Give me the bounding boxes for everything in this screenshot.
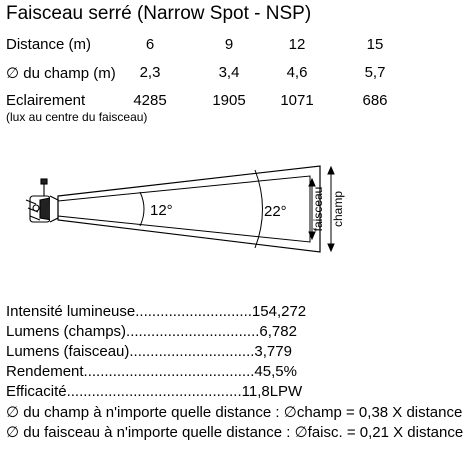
page-title: Faisceau serré (Narrow Spot - NSP) bbox=[6, 3, 312, 24]
table-cell: 3,4 bbox=[218, 64, 240, 81]
field-angle-label: 22° bbox=[264, 203, 287, 220]
spec-lumens-beam: Lumens (faisceau)..............................3,779 bbox=[6, 343, 292, 360]
table-cell: 686 bbox=[362, 92, 388, 109]
field-dimension-label: champ bbox=[331, 190, 345, 228]
row-label-illuminance: Eclairement bbox=[6, 92, 86, 109]
spec-lumens-field: Lumens (champs)................................6,782 bbox=[6, 323, 297, 340]
table-cell: 6 bbox=[145, 36, 155, 53]
table-cell: 12 bbox=[288, 36, 306, 53]
spec-field-formula: ∅ du champ à n'importe quelle distance : ∅champ = 0,38 X distance bbox=[6, 404, 463, 421]
spotlight-icon bbox=[26, 179, 58, 222]
row-label-field-diameter: ∅ du champ (m) bbox=[6, 65, 116, 82]
table-cell: 9 bbox=[224, 36, 234, 53]
beam-angle-label: 12° bbox=[150, 202, 173, 219]
illuminance-note: (lux au centre du faisceau) bbox=[6, 110, 148, 124]
spec-beam-formula: ∅ du faisceau à n'importe quelle distance : ∅faisc. = 0,21 X distance bbox=[6, 424, 464, 441]
beam-angle-arc bbox=[140, 192, 144, 226]
table-cell: 15 bbox=[366, 36, 384, 53]
beam-dimension-label: faisceau bbox=[311, 186, 325, 232]
table-cell: 4285 bbox=[133, 92, 167, 109]
table-cell: 2,3 bbox=[139, 64, 161, 81]
spec-luminous-intensity: Intensité lumineuse............................154,272 bbox=[6, 303, 307, 320]
spec-efficacy: Efficacité..........................................11,8LPW bbox=[6, 383, 303, 400]
table-cell: 1905 bbox=[212, 92, 246, 109]
beam-diagram bbox=[0, 160, 473, 275]
table-cell: 5,7 bbox=[364, 64, 386, 81]
table-cell: 4,6 bbox=[286, 64, 308, 81]
spec-efficiency-ratio: Rendement.........................................45,5% bbox=[6, 363, 297, 380]
row-label-distance: Distance (m) bbox=[6, 36, 92, 53]
table-cell: 1071 bbox=[280, 92, 314, 109]
